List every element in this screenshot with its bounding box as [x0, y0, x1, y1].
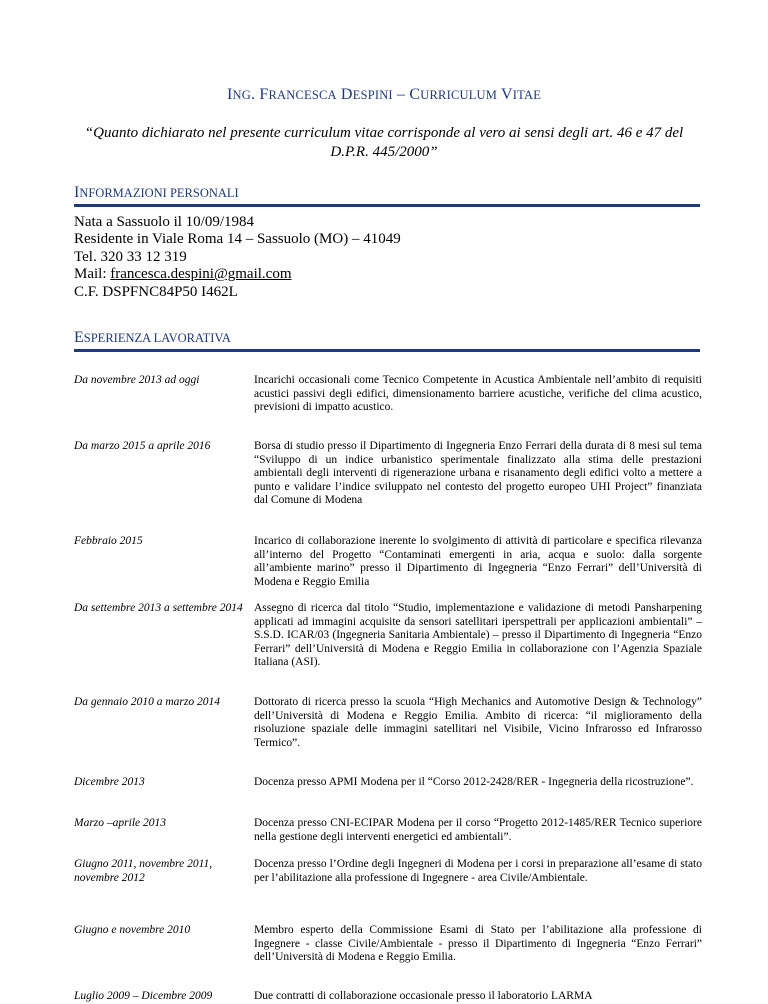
experience-description: Docenza presso CNI-ECIPAR Modena per il corso “Progetto 2012-1485/RER Tecnico superiore nella gestione degli interventi energetici ed ambientali”.	[254, 817, 702, 843]
experience-description: Borsa di studio presso il Dipartimento di Ingegneria Enzo Ferrari della durata di 8 mesi sul tema “Sviluppo di un indice urbanistico sperimentale finalizzato alla stima delle prestazioni ambientali degli interventi di rigenerazione urbana e risanamento degli edifici volto a mettere a punto e validare l’indice sviluppato nel contesto del progetto europeo UHI Project” finanziata dal Comune di Modena	[254, 440, 702, 507]
experience-date: Giugno 2011, novembre 2011, novembre 2012	[74, 858, 213, 884]
residence-info: Residente in Viale Roma 14 – Sassuolo (MO) – 41049	[74, 231, 401, 248]
email-link[interactable]: francesca.despini@gmail.com	[110, 266, 292, 283]
phone-info: Tel. 320 33 12 319	[74, 248, 187, 265]
mail-info	[74, 266, 694, 283]
title-part: . F	[250, 86, 269, 103]
experience-description: Incarichi occasionali come Tecnico Competente in Acustica Ambientale nell’ambito di requisiti acustici passivi degli edifici, dimensionamento barriere acustiche, verifiche del clima acustico, previsioni di impatto acustico.	[254, 374, 702, 414]
heading-part: NFORMAZIONI PERSONALI	[79, 186, 239, 200]
title-part: URRICULUM	[420, 88, 498, 102]
heading-part: SPERIENZA LAVORATIVA	[83, 331, 231, 345]
experience-description: Due contratti di collaborazione occasionale presso il laboratorio LARMA	[254, 990, 593, 1002]
title-part: V	[497, 86, 513, 103]
title-part: I	[226, 86, 233, 103]
title-part: ITAE	[512, 88, 542, 102]
personal-info-block	[74, 214, 694, 301]
experience-description: Membro esperto della Commissione Esami di Stato per l’abilitazione alla professione di Ingegnere - classe Civile/Ambientale - presso il Dipartimento di Ingegneria “Enzo Ferrari” dell’Università di Modena e Reggio Emilia.	[254, 924, 702, 964]
title-part: RANCESCA	[268, 88, 337, 102]
section-heading-experience	[74, 329, 700, 352]
heading-part: E	[74, 329, 84, 346]
experience-date: Dicembre 2013	[74, 776, 145, 788]
title-part: NG	[232, 88, 251, 102]
experience-date: Da novembre 2013 ad oggi	[74, 374, 200, 386]
section-heading-personal	[74, 184, 700, 207]
birth-info: Nata a Sassuolo il 10/09/1984	[74, 214, 254, 230]
title-part: D	[336, 86, 353, 103]
title-part: – C	[392, 86, 421, 103]
truthfulness-declaration: “Quanto dichiarato nel presente curriculum vitae corrisponde al vero ai sensi degli art. 46 e 47 del D.P.R. 445/2000”	[84, 125, 684, 160]
document-title	[0, 86, 768, 104]
tax-code-info: C.F. DSPFNC84P50 I462L	[74, 283, 238, 300]
experience-description: Assegno di ricerca dal titolo “Studio, implementazione e validazione di metodi Pansharpening applicati ad immagini acquisite da sensori satellitari iperspettrali per applicazioni ambientali” – S.S.D. ICAR/03 (Ingegneria Sanitaria Ambientale) – presso il Dipartimento di Ingegneria “Enzo Ferrari” dell’Università di Modena e Reggio Emilia in collaborazione con l’Agenzia Spaziale Italiana (ASI).	[254, 602, 702, 669]
experience-description: Docenza presso l’Ordine degli Ingegneri di Modena per i corsi in preparazione all’esame di stato per l’abilitazione alla professione di Ingegnere - area Civile/Ambientale.	[254, 858, 702, 884]
experience-description: Docenza presso APMI Modena per il “Corso 2012-2428/RER - Ingegneria della ricostruzione”.	[254, 776, 694, 788]
title-part: ESPINI	[352, 88, 393, 102]
experience-description: Dottorato di ricerca presso la scuola “High Mechanics and Automotive Design & Technology” dell’Università di Modena e Reggio Emilia. Ambito di ricerca: “il miglioramento della risoluzione spaziale delle immagini satellitari nel Visibile, Vicino Infrarosso ed Infrarosso Termico”.	[254, 696, 702, 749]
experience-date: Giugno e novembre 2010	[74, 924, 191, 936]
experience-date: Marzo –aprile 2013	[74, 817, 166, 829]
heading-part: I	[74, 184, 80, 201]
experience-date: Da marzo 2015 a aprile 2016	[74, 440, 211, 452]
experience-date: Da settembre 2013 a settembre 2014	[74, 602, 243, 614]
mail-label: Mail:	[74, 266, 111, 283]
experience-date: Da gennaio 2010 a marzo 2014	[74, 696, 220, 708]
experience-description: Incarico di collaborazione inerente lo svolgimento di attività di particolare e specifica rilevanza all’interno del Progetto “Contaminati emergenti in aria, acqua e suolo: dalla sorgente all’ambiente marino” presso il Dipartimento di Ingegneria “Enzo Ferrari” dell’Università di Modena e Reggio Emilia	[254, 535, 702, 588]
experience-date: Luglio 2009 – Dicembre 2009	[74, 990, 213, 1002]
experience-date: Febbraio 2015	[74, 535, 143, 547]
